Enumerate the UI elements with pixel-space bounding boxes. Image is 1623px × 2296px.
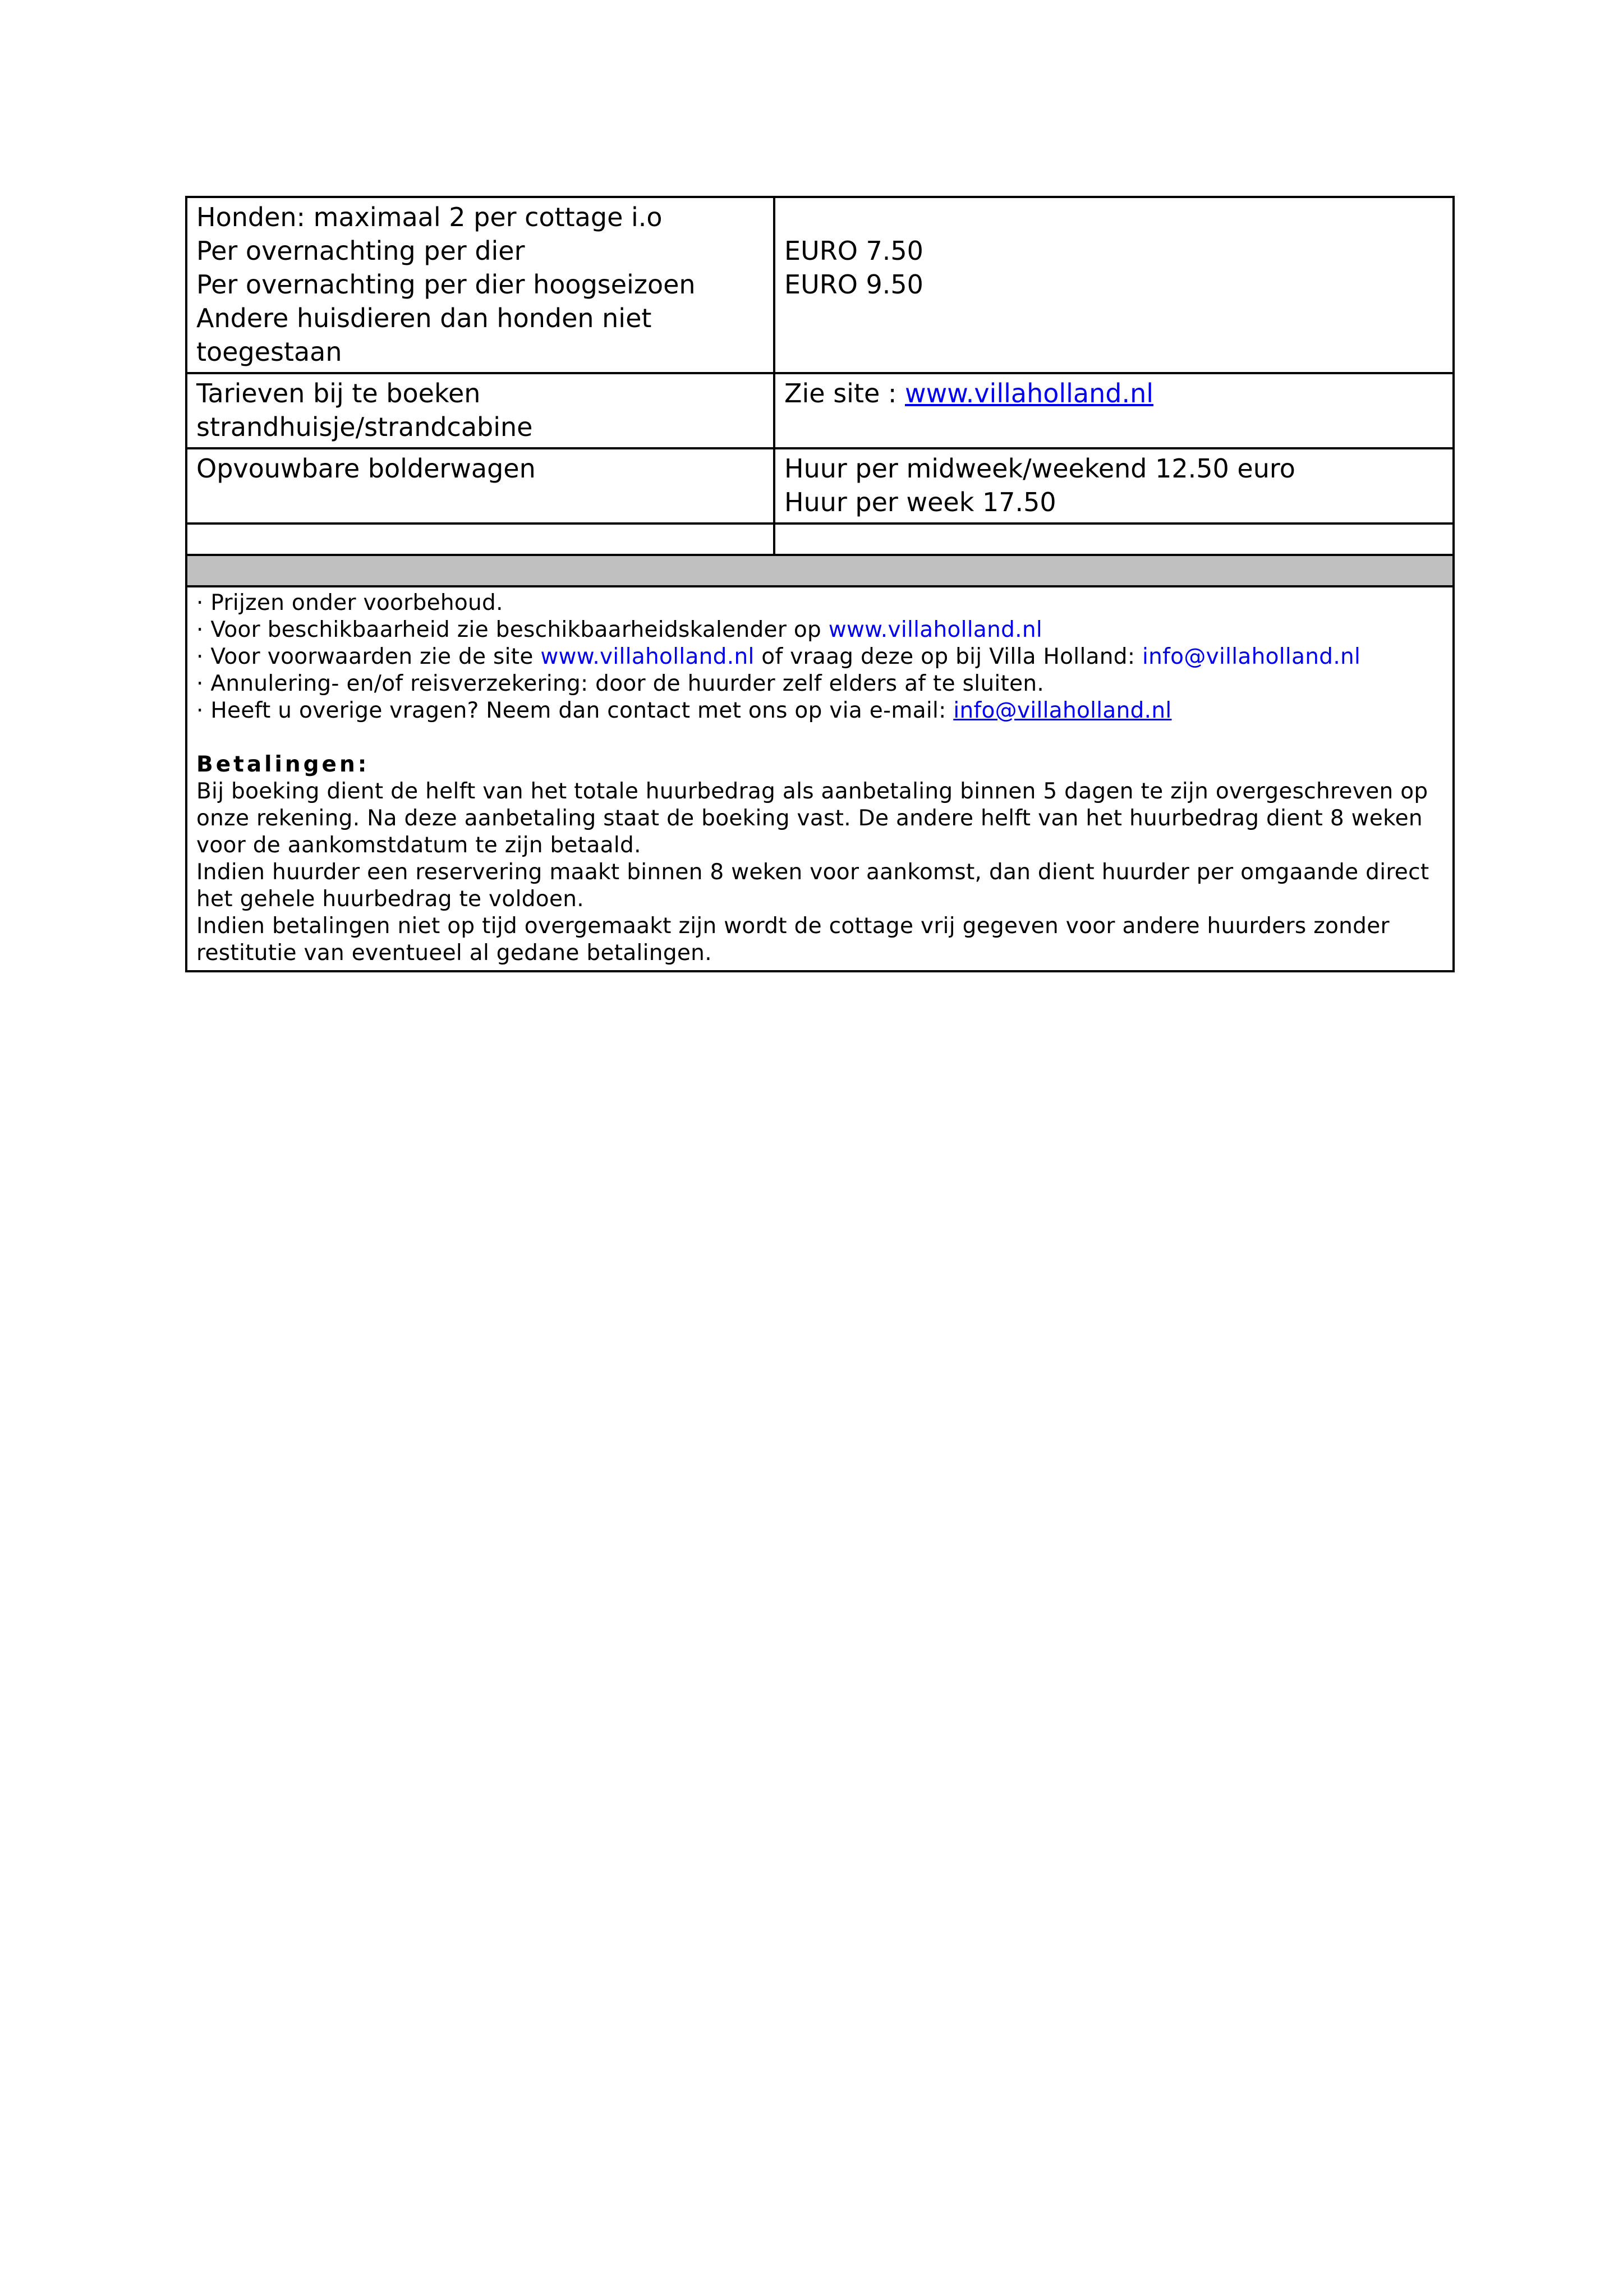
cell-beach-label (186, 373, 774, 448)
table-row-wagon (186, 448, 1454, 524)
note-bullet: · Heeft u overige vragen? Neem dan contact met ons op via e-mail: info@villaholland.nl (196, 698, 1172, 723)
table-row-beach-house (186, 373, 1454, 448)
email-link[interactable]: info@villaholland.nl (1142, 644, 1361, 669)
text-line: Opvouwbare bolderwagen (196, 453, 536, 484)
site-prefix: Zie site : (784, 378, 905, 408)
text-line: strandhuisje/strandcabine (196, 412, 533, 442)
payments-text (196, 778, 1443, 967)
table-row-dogs (186, 197, 1454, 373)
note-bullet: · Prijzen onder voorbehoud. (196, 590, 503, 616)
empty-cell (186, 524, 774, 555)
cell-dogs-label (186, 197, 774, 373)
notes-cell (186, 586, 1454, 971)
text-line: Tarieven bij te boeken (196, 378, 481, 408)
table-row-empty (186, 524, 1454, 555)
text-line: Andere huisdieren dan honden niet (196, 303, 652, 333)
table-row-separator (186, 555, 1454, 586)
email-link[interactable]: info@villaholland.nl (953, 698, 1172, 723)
text-line (784, 200, 1443, 234)
note-bullet: · Voor voorwaarden zie de site www.villaholland.nl of vraag deze op bij Villa Holland: info@villaholland.nl (196, 644, 1361, 669)
text-line: restitutie van eventueel al gedane betalingen. (196, 940, 712, 966)
villaholland-link[interactable]: www.villaholland.nl (905, 378, 1154, 408)
payments-heading: Betalingen: (196, 752, 370, 777)
text-line: Honden: maximaal 2 per cottage i.o (196, 202, 663, 232)
note-bullet: · Annulering- en/of reisverzekering: door de huurder zelf elders af te sluiten. (196, 671, 1045, 696)
text-line: Bij boeking dient de helft van het totale huurbedrag als aanbetaling binnen 5 dagen te zijn overgeschreven op (196, 779, 1428, 804)
text-line: Per overnachting per dier (196, 236, 525, 266)
text-line: Huur per midweek/weekend 12.50 euro (784, 453, 1295, 484)
text-line: Indien huurder een reservering maakt binnen 8 weken voor aankomst, dan dient huurder per omgaande direct (196, 860, 1429, 885)
note-bullet: · Voor beschikbaarheid zie beschikbaarheidskalender op www.villaholland.nl (196, 617, 1043, 642)
cell-wagon-label (186, 448, 774, 524)
text-line: toegestaan (196, 337, 342, 367)
text-line: Per overnachting per dier hoogseizoen (196, 269, 696, 300)
pricing-table (185, 196, 1455, 972)
text-line: Indien betalingen niet op tijd overgemaakt zijn wordt de cottage vrij gegeven voor andere huurders zonder (196, 913, 1390, 939)
price-high-season: EURO 9.50 (784, 269, 923, 300)
cell-beach-site (774, 373, 1454, 448)
price-night: EURO 7.50 (784, 236, 923, 266)
gray-separator (186, 555, 1454, 586)
villaholland-link[interactable]: www.villaholland.nl (828, 617, 1043, 642)
text-line: onze rekening. Na deze aanbetaling staat de boeking vast. De andere helft van het huurbedrag dient 8 weken (196, 806, 1423, 831)
cell-dogs-price (774, 197, 1454, 373)
text-line: het gehele huurbedrag te voldoen. (196, 887, 584, 912)
text-line (784, 376, 1443, 410)
cell-wagon-price (774, 448, 1454, 524)
villaholland-link[interactable]: www.villaholland.nl (540, 644, 755, 669)
text-line: voor de aankomstdatum te zijn betaald. (196, 833, 641, 858)
empty-cell (774, 524, 1454, 555)
table-row-notes (186, 586, 1454, 971)
text-line: Huur per week 17.50 (784, 487, 1056, 517)
